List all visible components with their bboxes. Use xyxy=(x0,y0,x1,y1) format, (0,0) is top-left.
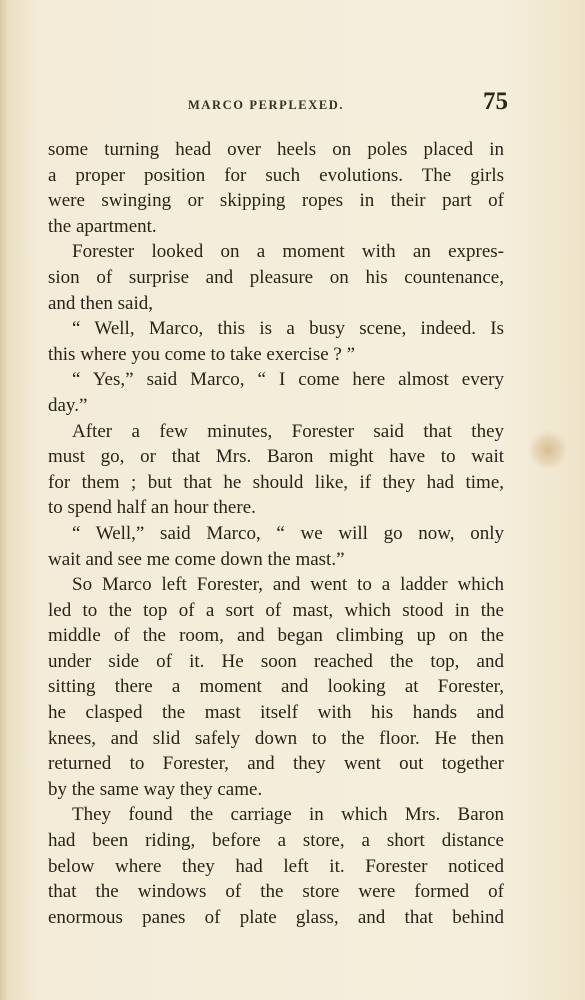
page-header xyxy=(48,88,508,122)
binding-shadow xyxy=(0,0,8,1000)
text-line: and then said, xyxy=(48,292,154,314)
text-line: he clasped the mast itself with his hands and xyxy=(48,702,504,724)
paper-stain xyxy=(529,430,567,470)
text-line: this where you come to take exercise ? ” xyxy=(48,343,356,365)
text-line: below where they had left it. Forester noticed xyxy=(48,855,504,877)
text-line: for them ; but that he should like, if they had time, xyxy=(48,471,504,493)
text-line: wait and see me come down the mast.” xyxy=(48,548,345,570)
running-head: MARCO PERPLEXED. xyxy=(188,98,345,112)
text-line: Forester looked on a moment with an expres- xyxy=(72,241,504,263)
text-line: that the windows of the store were formed of xyxy=(48,881,504,903)
text-line: must go, or that Mrs. Baron might have to wait xyxy=(48,446,504,468)
text-line: middle of the room, and began climbing up on the xyxy=(48,625,504,647)
text-line: After a few minutes, Forester said that they xyxy=(72,420,504,442)
text-line: by the same way they came. xyxy=(48,778,263,800)
body-text xyxy=(48,137,504,930)
text-line: “ Yes,” said Marco, “ I come here almost every xyxy=(72,369,504,391)
text-line: knees, and slid safely down to the floor. He then xyxy=(48,727,504,749)
text-line: day.” xyxy=(48,394,88,416)
text-line: sitting there a moment and looking at Forester, xyxy=(48,676,504,698)
text-line: were swinging or skipping ropes in their part of xyxy=(48,190,504,212)
text-line: “ Well, Marco, this is a busy scene, indeed. Is xyxy=(72,318,504,340)
text-line: sion of surprise and pleasure on his countenance, xyxy=(48,266,504,288)
text-line: a proper position for such evolutions. The girls xyxy=(48,164,504,186)
page-number: 75 xyxy=(483,88,508,115)
text-line: So Marco left Forester, and went to a ladder which xyxy=(72,574,504,596)
text-line: returned to Forester, and they went out together xyxy=(48,753,504,775)
text-line: the apartment. xyxy=(48,215,157,237)
text-line: enormous panes of plate glass, and that behind xyxy=(48,906,504,928)
text-line: They found the carriage in which Mrs. Baron xyxy=(72,804,504,826)
text-line: led to the top of a sort of mast, which stood in the xyxy=(48,599,504,621)
text-line: had been riding, before a store, a short distance xyxy=(48,830,504,852)
text-line: some turning head over heels on poles placed in xyxy=(48,139,504,160)
text-line: “ Well,” said Marco, “ we will go now, only xyxy=(72,522,504,544)
text-line: under side of it. He soon reached the top, and xyxy=(48,650,504,672)
text-line: to spend half an hour there. xyxy=(48,497,256,519)
